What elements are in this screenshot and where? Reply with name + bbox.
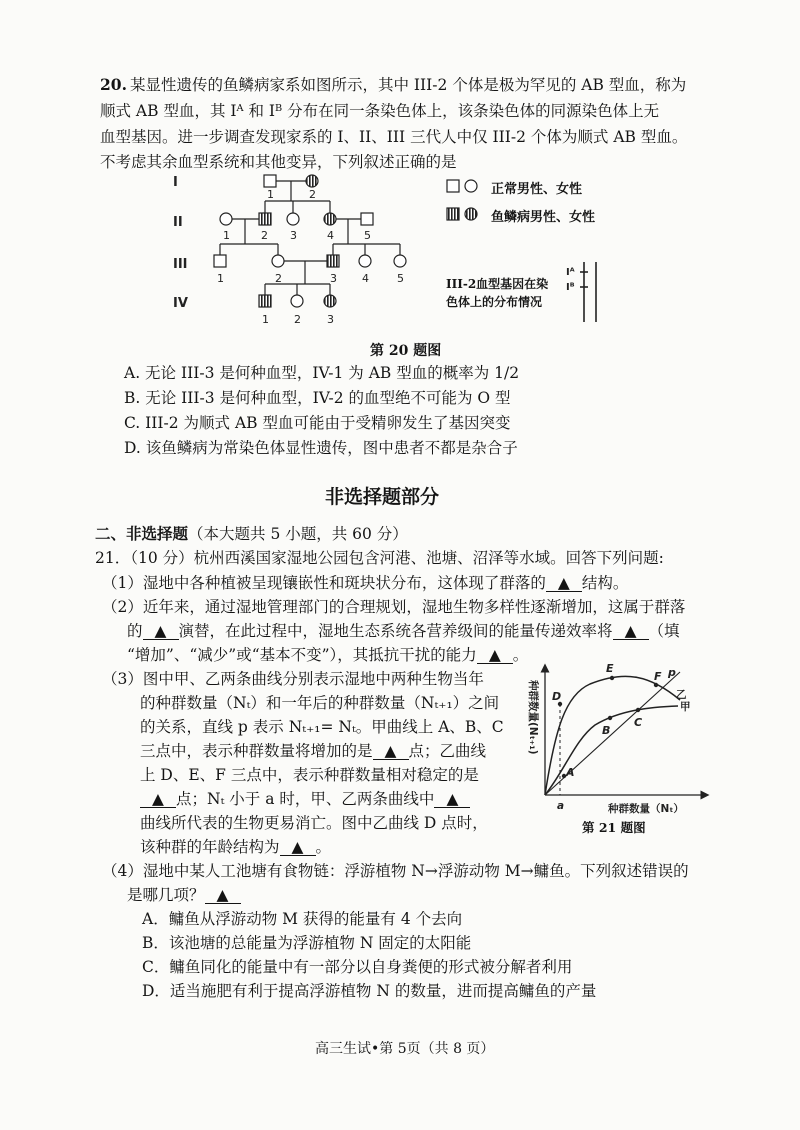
- answer-blank: ▲: [434, 791, 470, 808]
- allele-ib-label: Iᴮ: [566, 282, 575, 293]
- q20-stem-line-1: 某显性遗传的鱼鳞病家系如图所示，其中 III-2 个体是极为罕见的 AB 型血，称为: [130, 76, 687, 94]
- q21-part2-line-1: （2）近年来，通过湿地管理部门的合理规划，湿地生物多样性逐渐增加，这属于群落: [102, 598, 686, 616]
- svg-text:3: 3: [290, 229, 297, 242]
- q20-option-b: B. 无论 III-3 是何种血型，IV-2 的血型绝不可能为 O 型: [124, 389, 511, 407]
- gen3-male-normal-1: [214, 255, 226, 267]
- generation-label-4: IV: [173, 296, 188, 311]
- q21-part3-line-5: 上 D、E、F 三点中，表示种群数量相对稳定的是: [140, 766, 479, 784]
- point-b-label: B: [602, 724, 611, 737]
- svg-text:2: 2: [275, 272, 282, 285]
- fig20-caption: 第 20 题图: [370, 343, 442, 359]
- answer-blank: ▲: [205, 887, 241, 904]
- section-header-note: （本大题共 5 小题，共 60 分）: [188, 525, 408, 543]
- chromosome-note-line-1: III-2血型基因在染: [446, 277, 549, 291]
- q21-part4-line-2: 是哪几项？ ▲: [127, 884, 241, 906]
- q20-stem-line-3: 血型基因。进一步调查发现家系的 I、II、III 三代人中仅 III-2 个体为顺式 AB 型血。: [100, 128, 688, 146]
- generation-label-3: III: [173, 257, 188, 272]
- svg-text:1: 1: [262, 313, 269, 326]
- point-b-marker: [608, 716, 612, 720]
- chromosome-note-line-2: 色体上的分布情况: [446, 295, 543, 309]
- gen2-female-normal-1: [220, 213, 232, 225]
- curve-jia-label: 甲: [680, 701, 691, 713]
- gen4-female-affected-3: [324, 295, 336, 307]
- page-footer: 高三生试•第 5页（共 8 页）: [315, 1041, 495, 1057]
- gen2-female-normal-3: [287, 213, 299, 225]
- q21-part3-line-1: （3）图中甲、乙两条曲线分别表示湿地中两种生物当年: [102, 670, 484, 688]
- svg-text:5: 5: [364, 229, 371, 242]
- legend-normal-label: 正常男性、女性: [491, 182, 583, 197]
- fig21-caption: 第 21 题图: [582, 820, 646, 835]
- section-header-label: 二、非选择题: [95, 524, 189, 543]
- gen3-male-affected-3: [327, 255, 339, 267]
- chromosome-note: [446, 275, 548, 311]
- svg-text:4: 4: [362, 272, 369, 285]
- q21-part3-line-4: 三点中，表示种群数量将增加的是 ▲ 点；乙曲线: [140, 742, 487, 760]
- q20-option-c: C. III-2 为顺式 AB 型血可能由于受精卵发生了基因突变: [124, 414, 511, 432]
- legend-affected-male-icon: [447, 208, 459, 220]
- svg-text:2: 2: [294, 313, 301, 326]
- point-c-label: C: [634, 716, 643, 729]
- section-title: 非选择题部分: [325, 486, 440, 508]
- point-e-label: E: [606, 662, 614, 675]
- x-tick-a: a: [557, 800, 565, 812]
- gen2-male-normal-5: [361, 213, 373, 225]
- point-c-marker: [636, 708, 640, 712]
- x-axis-label: 种群数量（Nₜ）: [608, 803, 684, 815]
- section-header: [95, 523, 408, 545]
- q21-intro: 21．（10 分）杭州西溪国家湿地公园包含河港、池塘、沼泽等水域。回答下列问题:: [95, 549, 664, 567]
- q20-stem-line-4: 不考虑其余血型系统和其他变异，下列叙述正确的是: [100, 153, 457, 171]
- q20-option-a: A. 无论 III-3 是何种血型，IV-1 为 AB 型血的概率为 1/2: [124, 364, 520, 382]
- allele-ia-label: Iᴬ: [566, 267, 575, 278]
- svg-text:1: 1: [267, 188, 274, 201]
- point-e-marker: [610, 676, 614, 680]
- q21-part4-option-c: C．鳙鱼同化的能量中有一部分以自身粪便的形式被分解者利用: [142, 958, 573, 976]
- gen3-female-normal-4: [359, 255, 371, 267]
- svg-text:1: 1: [217, 272, 224, 285]
- gen2-female-affected-4: [324, 213, 336, 225]
- q21-part2-line-2: 的 ▲ 演替，在此过程中，湿地生态系统各营养级间的能量传递效率将 ▲ （填: [127, 622, 680, 640]
- chromosome-diagram: [562, 258, 612, 328]
- svg-text:5: 5: [397, 272, 404, 285]
- gen2-male-affected-2: [259, 213, 271, 225]
- answer-blank: ▲: [143, 623, 179, 640]
- answer-blank: ▲: [546, 575, 582, 592]
- answer-blank: ▲: [140, 791, 176, 808]
- q21-part4-line-1: （4）湿地中某人工池塘有食物链：浮游植物 N→浮游动物 M→鳙鱼。下列叙述错误的: [102, 862, 689, 880]
- answer-blank: ▲: [477, 647, 513, 664]
- q21-part3-line-3: 的关系，直线 p 表示 Nₜ₊₁= Nₜ。甲曲线上 A、B、C: [140, 718, 504, 736]
- q21-part4-option-d: D．适当施肥有利于提高浮游植物 N 的数量，进而提高鳙鱼的产量: [142, 982, 597, 1000]
- answer-blank: ▲: [613, 623, 649, 640]
- svg-text:3: 3: [330, 272, 337, 285]
- y-axis-label: 种群数量(Nₜ₊₁): [527, 680, 539, 755]
- gen1-male-normal: [264, 175, 276, 187]
- q21-part2-line-3: “增加”、“减少”或“基本不变”），其抵抗干扰的能力 ▲ 。: [127, 646, 529, 664]
- svg-text:2: 2: [309, 188, 316, 201]
- svg-text:3: 3: [327, 313, 334, 326]
- svg-text:4: 4: [327, 229, 334, 242]
- pedigree-chart: [165, 168, 435, 336]
- q21-part4-option-a: A．鳙鱼从浮游动物 M 获得的能量有 4 个去向: [142, 910, 463, 928]
- q21-part3-line-6: ▲ 点；Nₜ 小于 a 时，甲、乙两条曲线中 ▲: [140, 788, 470, 810]
- point-a-label: A: [566, 766, 575, 779]
- legend-affected-female-icon: [465, 208, 477, 220]
- answer-blank: ▲: [373, 743, 409, 760]
- answer-blank: ▲: [280, 839, 316, 856]
- q21-part3-line-2: 的种群数量（Nₜ）和一年后的种群数量（Nₜ₊₁）之间: [140, 694, 500, 712]
- point-f-label: F: [654, 670, 662, 683]
- curve-p-label: p: [668, 666, 676, 679]
- q20-stem-line-2: 顺式 AB 型血，其 Iᴬ 和 Iᴮ 分布在同一条染色体上，该条染色体的同源染色体上无: [100, 102, 660, 120]
- gen3-female-normal-5: [394, 255, 406, 267]
- q21-part4-option-b: B．该池塘的总能量为浮游植物 N 固定的太阳能: [142, 934, 472, 952]
- curve-yi-label: 乙: [676, 689, 687, 701]
- point-f-marker: [654, 683, 658, 687]
- legend-normal-female-icon: [465, 180, 477, 192]
- gen3-female-normal-2: [272, 255, 284, 267]
- gen4-female-normal-2: [291, 295, 303, 307]
- q21-part3-line-8: 该种群的年龄结构为 ▲ 。: [140, 838, 332, 856]
- generation-label-2: II: [173, 215, 183, 230]
- q21-part1: （1）湿地中各种植被呈现镶嵌性和斑块状分布，这体现了群落的 ▲ 结构。: [102, 574, 629, 592]
- q21-part3-line-7: 曲线所代表的生物更易消亡。图中乙曲线 D 点时，: [140, 814, 488, 832]
- legend-affected-label: 鱼鳞病男性、女性: [491, 210, 596, 225]
- gen4-male-affected-1: [259, 295, 271, 307]
- generation-label-1: I: [173, 175, 178, 190]
- legend-normal-male-icon: [447, 180, 459, 192]
- gen1-female-affected: [306, 175, 318, 187]
- svg-text:2: 2: [261, 229, 268, 242]
- q20-option-d: D. 该鱼鳞病为常染色体显性遗传，图中患者不都是杂合子: [124, 439, 518, 457]
- population-graph: [510, 660, 710, 840]
- svg-text:1: 1: [223, 229, 230, 242]
- q20-number: 20.: [100, 75, 127, 94]
- point-d-label: D: [552, 690, 562, 703]
